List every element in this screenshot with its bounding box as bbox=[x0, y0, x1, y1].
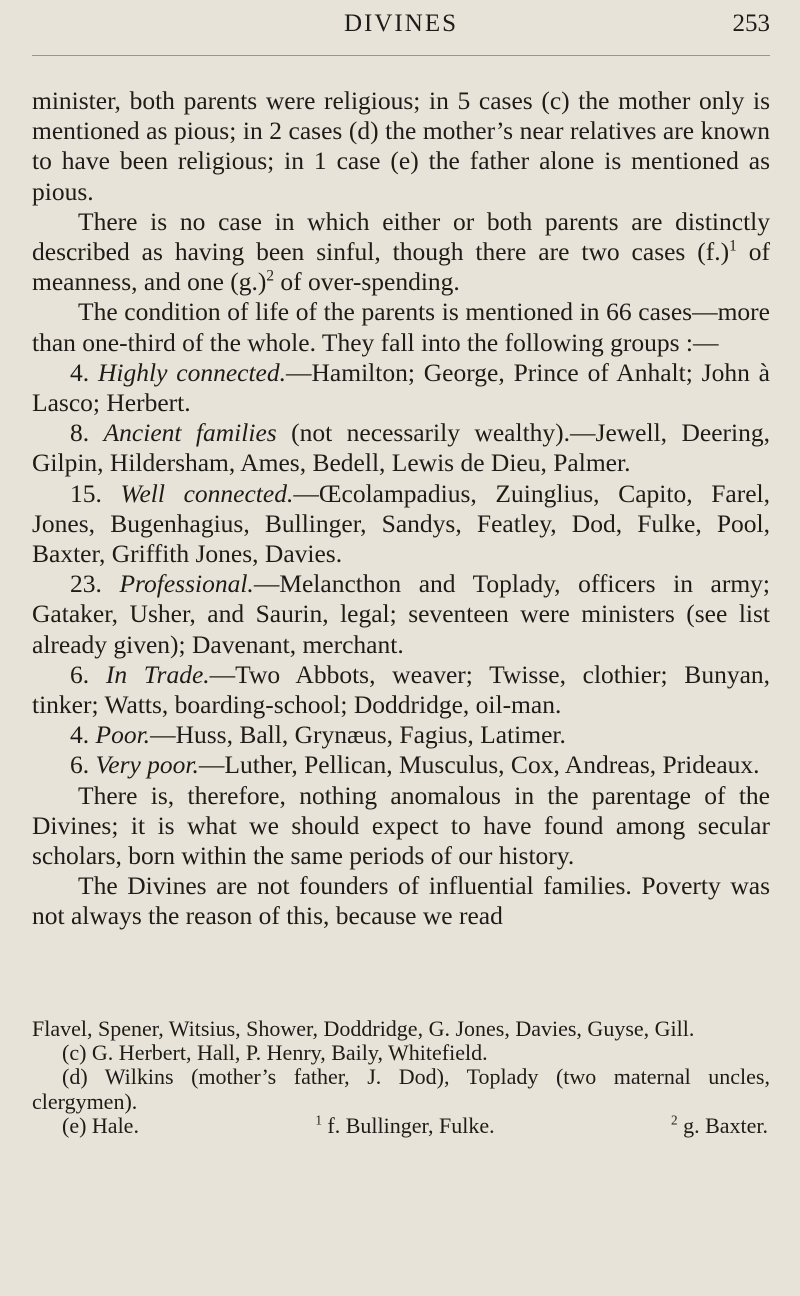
group-text: —Œcolampadius, Zuinglius, Capito, Farel, Jones, Bugenhagius, Bullinger, Sandys, Featley, Dod, Fulke, Pool, Baxter, Griffith Jones, Davies. bbox=[32, 478, 771, 569]
group-text: —Melancthon and Toplady, officers in army; Gataker, Usher, and Saurin, legal; seventeen were ministers (see list already given); Davenant, merchant. bbox=[32, 569, 770, 659]
page-header bbox=[32, 10, 770, 50]
footnote-e: (e) Hale. bbox=[62, 1112, 139, 1138]
group-count: 23. bbox=[70, 569, 120, 599]
footnote-f-text: f. Bullinger, Fulke. bbox=[321, 1112, 495, 1138]
group-text: (not necessarily wealthy).—Jewell, Deering, Gilpin, Hildersham, Ames, Bedell, Lewis de Dieu, Palmer. bbox=[32, 418, 770, 478]
text-run: of over-spending. bbox=[274, 267, 460, 297]
running-head: DIVINES bbox=[344, 10, 458, 37]
group-label: Poor. bbox=[95, 720, 151, 750]
footnote-d: (d) Wilkins (mother’s father, J. Dod), Toplady (two maternal uncles, clergymen). bbox=[32, 1064, 770, 1114]
group-count: 4. bbox=[70, 357, 98, 387]
group-count: 6. bbox=[70, 750, 96, 780]
group-label: Well connected. bbox=[120, 478, 294, 508]
footnote-f bbox=[315, 1114, 494, 1138]
group-entry bbox=[32, 720, 770, 750]
footnote-ref: 2 bbox=[266, 267, 275, 285]
group-count: 15. bbox=[70, 478, 121, 508]
group-text: —Hamilton; George, Prince of Anhalt; John à Lasco; Herbert. bbox=[32, 357, 771, 418]
group-entry bbox=[32, 750, 770, 780]
text-run: of meanness, and one (g.) bbox=[32, 237, 770, 297]
group-label: Professional. bbox=[119, 569, 254, 599]
footnote-marker: 1 bbox=[315, 1112, 322, 1128]
group-label: Highly connected. bbox=[98, 357, 286, 387]
footnote-g-text: g. Baxter. bbox=[677, 1112, 768, 1138]
group-count: 8. bbox=[70, 418, 104, 448]
group-label: Very poor. bbox=[95, 750, 199, 780]
footnote-g bbox=[671, 1114, 768, 1138]
footnote-ref: 1 bbox=[729, 237, 737, 255]
paragraph-conclusion: There is, therefore, nothing anomalous in the parentage of the Divines; it is what we should expect to have found among secular scholars, born within the same periods of our history. bbox=[32, 780, 770, 871]
paragraph-sinful-cases bbox=[32, 207, 770, 298]
group-text: —Two Abbots, weaver; Twisse, clothier; Bunyan, tinker; Watts, boarding-school; Doddridge, oil-man. bbox=[32, 659, 771, 720]
group-entry bbox=[32, 660, 770, 720]
footnote-row-efg bbox=[32, 1114, 770, 1138]
body-text bbox=[32, 86, 770, 932]
paragraph-condition-of-life: The condition of life of the parents is mentioned in 66 cases—more than one-third of the whole. They fall into the following groups :— bbox=[32, 297, 770, 357]
paragraph-continuation: minister, both parents were religious; in 5 cases (c) the mother only is mentioned as pious; in 2 cases (d) the mother’s near relatives are known to have been religious; in 1 case (e) the father alone is mentioned as pious. bbox=[32, 86, 770, 206]
text-run: There is no case in which either or both parents are distinctly described as having been sinful, though there are two cases (f.) bbox=[32, 206, 770, 267]
group-entry bbox=[32, 479, 770, 570]
group-text: —Huss, Ball, Grynæus, Fagius, Latimer. bbox=[150, 720, 566, 750]
footnotes bbox=[32, 1017, 770, 1138]
paragraph-families: The Divines are not founders of influential families. Poverty was not always the reason of this, because we read bbox=[32, 871, 770, 931]
footnote-c: (c) G. Herbert, Hall, P. Henry, Baily, Whitefield. bbox=[62, 1040, 488, 1066]
page-number: 253 bbox=[732, 10, 770, 37]
group-count: 6. bbox=[70, 659, 106, 689]
footnote-marker: 2 bbox=[670, 1112, 678, 1128]
footnote-continuation: Flavel, Spener, Witsius, Shower, Doddridge, G. Jones, Davies, Guyse, Gill. bbox=[32, 1016, 695, 1041]
group-entry bbox=[32, 418, 770, 478]
group-text: —Luther, Pellican, Musculus, Cox, Andreas, Prideaux. bbox=[198, 750, 760, 780]
group-count: 4. bbox=[70, 720, 96, 750]
header-rule bbox=[32, 55, 770, 56]
group-label: In Trade. bbox=[105, 659, 210, 689]
group-entry bbox=[32, 358, 770, 418]
group-label: Ancient families bbox=[103, 418, 277, 448]
group-entry bbox=[32, 569, 770, 660]
